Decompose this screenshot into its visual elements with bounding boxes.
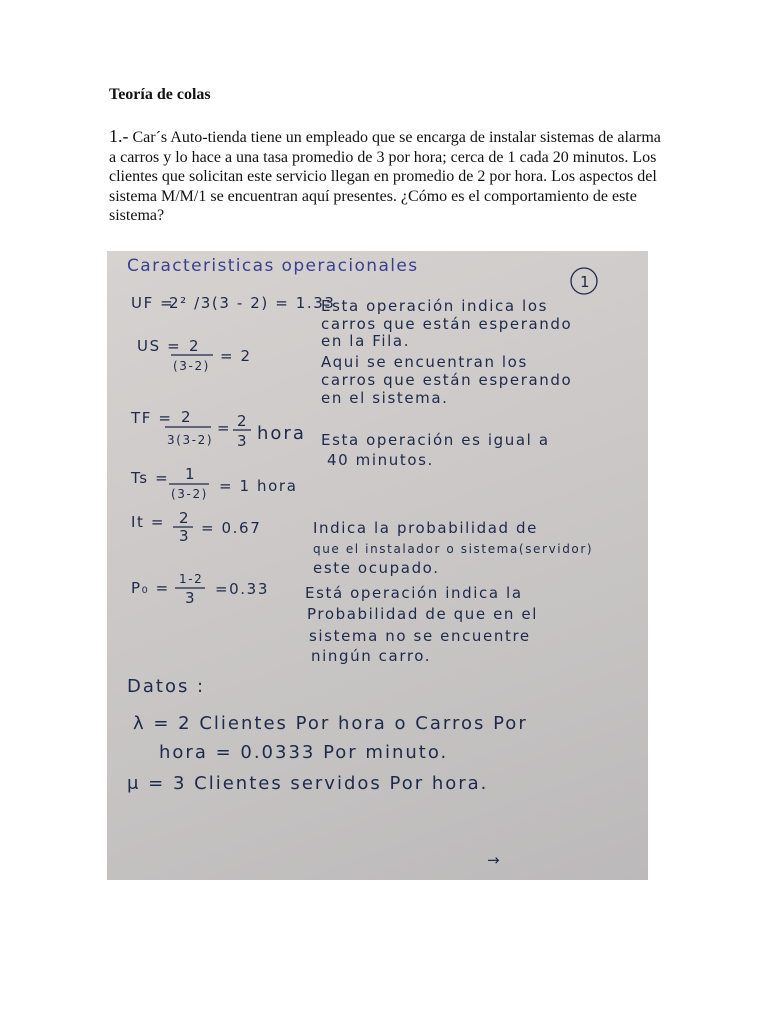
formula-uf-desc-3: en la Fila.: [321, 332, 411, 350]
formula-ts-den: (3-2): [171, 487, 208, 501]
arrow-icon: →: [487, 851, 502, 869]
datos-heading: Datos :: [127, 676, 206, 697]
problem-text: Car´s Auto-tienda tiene un empleado que se encarga de instalar sistemas de alarma a carros y lo hace a una tasa promedio de 3 por hora; cerca de 1 cada 20 minutos. Los clientes que solicitan este servicio llegan en promedio de 2 por hora. Los aspectos del sistema M/M/1 se encuentran aquí presentes. ¿Cómo es el comportamiento de este sistema?: [109, 129, 661, 225]
formula-it-desc-3: este ocupado.: [313, 559, 440, 577]
formula-p0-desc-4: ningún carro.: [311, 647, 432, 665]
formula-p0-den: 3: [185, 589, 197, 607]
problem-number: 1.-: [109, 126, 129, 146]
formula-us-lhs: US =: [137, 337, 182, 355]
formula-us-desc-2: carros que están esperando: [321, 371, 573, 389]
formula-tf-desc-1: Esta operación es igual a: [321, 431, 550, 449]
formula-tf-eq: =: [217, 419, 232, 437]
formula-tf-result: hora: [257, 423, 306, 444]
formula-it-result: = 0.67: [201, 519, 262, 537]
formula-p0-num: 1-2: [179, 572, 204, 586]
formula-tf-desc-2: 40 minutos.: [327, 451, 434, 469]
formula-us-result: = 2: [220, 347, 252, 365]
formula-tf-den2: 3: [237, 432, 249, 450]
formula-tf-lhs: TF =: [131, 409, 173, 427]
datos-line-2: hora = 0.0333 Por minuto.: [159, 742, 449, 763]
formula-uf-desc-1: Esta operación indica los: [321, 297, 549, 315]
formula-p0-result: =0.33: [215, 580, 269, 598]
formula-us-num: 2: [189, 337, 201, 355]
formula-us-desc-3: en el sistema.: [321, 389, 449, 407]
formula-p0-desc-1: Está operación indica la: [305, 584, 523, 602]
formula-p0-lhs: P₀ =: [131, 579, 170, 597]
datos-line-1: λ = 2 Clientes Por hora o Carros Por: [133, 713, 528, 734]
problem-statement: [109, 127, 661, 226]
formula-it-desc-2: que el instalador o sistema(servidor): [313, 542, 594, 556]
formula-p0-desc-2: Probabilidad de que en el: [307, 605, 538, 623]
formula-us-den: (3-2): [173, 359, 210, 373]
formula-uf-desc-2: carros que están esperando: [321, 315, 573, 333]
formula-tf-num2: 2: [237, 412, 249, 430]
formula-ts-result: = 1 hora: [219, 477, 298, 495]
formula-it-num: 2: [179, 509, 191, 527]
formula-it-den: 3: [179, 527, 191, 545]
page-mark: 1: [580, 273, 592, 291]
formula-uf-lhs: UF =: [131, 294, 175, 312]
formula-tf-num: 2: [181, 408, 193, 426]
notes-heading: Caracteristicas operacionales: [127, 256, 419, 276]
formula-ts-lhs: Ts =: [131, 469, 170, 487]
formula-p0-desc-3: sistema no se encuentre: [309, 627, 531, 645]
formula-us-desc-1: Aqui se encuentran los: [321, 353, 528, 371]
formula-uf-expr: 2² /3(3 - 2) = 1.33: [169, 294, 336, 312]
formula-it-lhs: It =: [131, 513, 166, 531]
document-title: Teoría de colas: [109, 86, 211, 103]
formula-tf-den: 3(3-2): [167, 433, 214, 447]
formula-ts-num: 1: [185, 465, 197, 483]
handwritten-notes-photo: [107, 251, 648, 880]
datos-line-3: μ = 3 Clientes servidos Por hora.: [127, 773, 489, 794]
formula-it-desc-1: Indica la probabilidad de: [313, 519, 538, 537]
